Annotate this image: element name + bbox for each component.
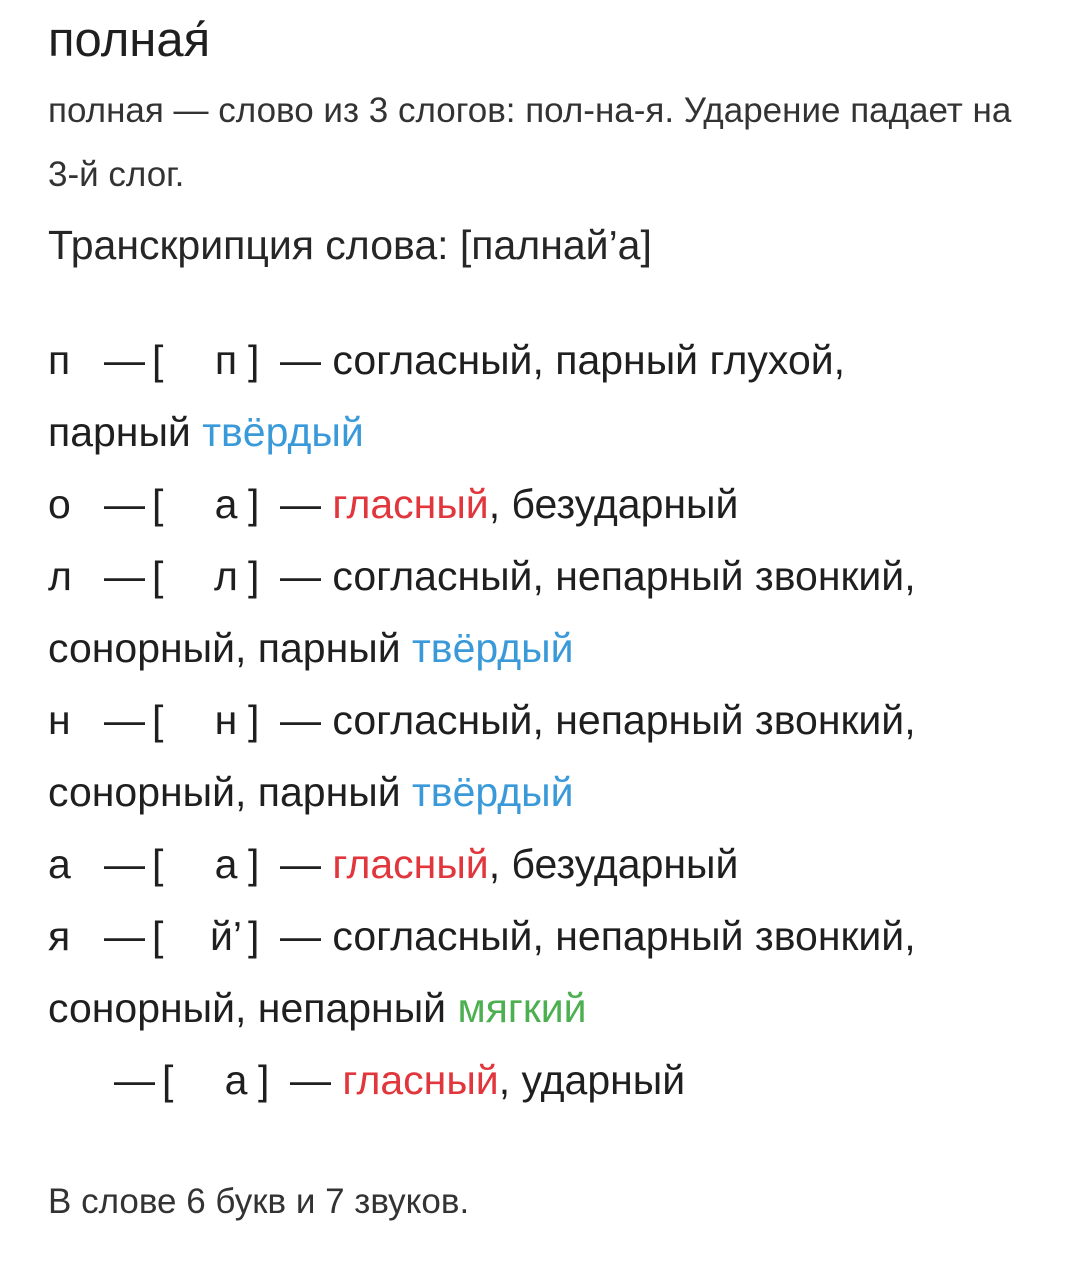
dash: — <box>104 337 145 383</box>
characteristics: сонорный, парный <box>48 625 413 671</box>
characteristics: согласный, непарный звонкий, <box>332 697 916 743</box>
characteristics: согласный, непарный звонкий, <box>332 913 916 959</box>
dash: — <box>280 697 321 743</box>
close-bracket: ] <box>248 337 260 383</box>
sound: а <box>224 1057 248 1103</box>
characteristics: согласный, парный глухой, <box>332 337 846 383</box>
dash: — <box>114 1057 155 1103</box>
soft-label: мягкий <box>457 985 587 1031</box>
open-bracket: [ <box>152 913 164 959</box>
sound: й’ <box>209 913 242 959</box>
dash: — <box>104 481 145 527</box>
analysis-row-p <box>48 324 1040 396</box>
analysis-row-l-continued <box>48 612 1040 684</box>
dash: — <box>280 337 321 383</box>
letter: л <box>48 553 72 599</box>
analysis-row-ya-vowel <box>48 1044 1040 1116</box>
sound: а <box>214 841 238 887</box>
sound-analysis <box>48 324 1040 1116</box>
open-bracket: [ <box>152 553 164 599</box>
characteristics: сонорный, парный <box>48 769 413 815</box>
analysis-row-o <box>48 468 1040 540</box>
transcription: Транскрипция слова: [палнай’а] <box>48 222 652 268</box>
vowel-label: гласный <box>342 1057 499 1103</box>
open-bracket: [ <box>152 337 164 383</box>
close-bracket: ] <box>248 481 260 527</box>
dash: — <box>280 913 321 959</box>
vowel-label: гласный <box>332 841 489 887</box>
sound: л <box>214 553 238 599</box>
open-bracket: [ <box>152 697 164 743</box>
sound: а <box>214 481 238 527</box>
analysis-row-l <box>48 540 1040 612</box>
analysis-row-n <box>48 684 1040 756</box>
dash: — <box>104 841 145 887</box>
letter: я <box>48 913 71 959</box>
hard-label: твёрдый <box>202 409 364 455</box>
hard-label: твёрдый <box>412 625 574 671</box>
dash: — <box>280 841 321 887</box>
close-bracket: ] <box>248 697 260 743</box>
characteristics: , безударный <box>488 481 739 527</box>
open-bracket: [ <box>152 481 164 527</box>
characteristics: парный <box>48 409 203 455</box>
hard-label: твёрдый <box>412 769 574 815</box>
close-bracket: ] <box>248 913 260 959</box>
characteristics: сонорный, непарный <box>48 985 458 1031</box>
characteristics: , ударный <box>498 1057 686 1103</box>
analysis-row-p-continued <box>48 396 1040 468</box>
dash: — <box>104 697 145 743</box>
sound: н <box>214 697 238 743</box>
dash: — <box>104 913 145 959</box>
open-bracket: [ <box>162 1057 174 1103</box>
dash: — <box>290 1057 331 1103</box>
letters-sounds-summary: В слове 6 букв и 7 звуков. <box>48 1182 470 1221</box>
letter: н <box>48 697 71 743</box>
characteristics: , безударный <box>488 841 739 887</box>
close-bracket: ] <box>248 841 260 887</box>
syllables-description: полная — слово из 3 слогов: пол-на-я. Ударение падает на 3-й слог. <box>48 91 1012 194</box>
dash: — <box>280 553 321 599</box>
analysis-row-ya-continued <box>48 972 1040 1044</box>
vowel-label: гласный <box>332 481 489 527</box>
letter: п <box>48 337 71 383</box>
close-bracket: ] <box>258 1057 270 1103</box>
analysis-row-ya <box>48 900 1040 972</box>
letter: о <box>48 481 71 527</box>
analysis-row-n-continued <box>48 756 1040 828</box>
word-title: полная́ <box>48 13 211 67</box>
dash: — <box>104 553 145 599</box>
sound: п <box>214 337 238 383</box>
letter: а <box>48 841 71 887</box>
analysis-row-a <box>48 828 1040 900</box>
dash: — <box>280 481 321 527</box>
open-bracket: [ <box>152 841 164 887</box>
close-bracket: ] <box>248 553 260 599</box>
characteristics: согласный, непарный звонкий, <box>332 553 916 599</box>
